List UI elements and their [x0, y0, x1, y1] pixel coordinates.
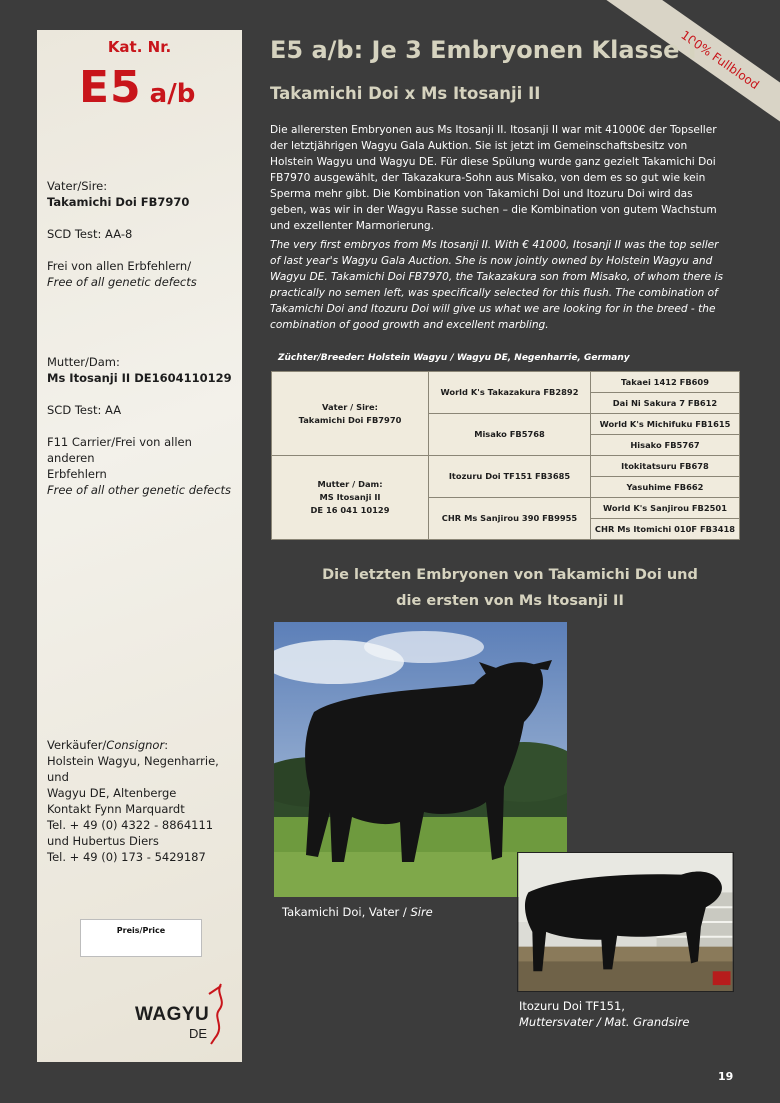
pedigree-sire-name: Takamichi Doi FB7970	[298, 414, 402, 425]
consignor-line: Tel. + 49 (0) 173 - 5429187	[47, 850, 206, 864]
breeder-line: Züchter/Breeder: Holstein Wagyu / Wagyu DE, Negenharrie, Germany	[278, 353, 630, 363]
logo-de-text: DE	[189, 1026, 208, 1041]
dam-info	[47, 354, 242, 498]
dam-name: Ms Itosanji II DE1604110129	[47, 371, 232, 385]
grandsire-photo	[517, 852, 734, 992]
pedigree-ssd: Dai Ni Sakura 7 FB612	[591, 393, 740, 414]
dam-defects-de-1: F11 Carrier/Frei von allen anderen	[47, 435, 192, 465]
sire-label: Vater/Sire:	[47, 179, 108, 193]
consignor-colon: :	[164, 738, 169, 752]
sire-photo-caption-en: Sire	[410, 905, 433, 919]
logo-wagyu-text: WAGYU	[135, 1004, 210, 1025]
wagyu-de-logo	[135, 982, 235, 1052]
pedigree-sire-cell	[272, 372, 429, 456]
sire-photo-caption-de: Takamichi Doi, Vater /	[282, 905, 411, 919]
sire-info	[47, 178, 197, 290]
dam-defects-de-2: Erbfehlern	[47, 467, 107, 481]
pedigree-table	[271, 371, 740, 540]
fullblood-banner-text: 100% Fullblood	[678, 27, 762, 93]
pedigree-ss: World K's Takazakura FB2892	[429, 372, 591, 414]
consignor-label	[47, 737, 242, 753]
price-label: Preis/Price	[116, 926, 166, 935]
consignor-line: Tel. + 49 (0) 4322 - 8864111	[47, 818, 214, 832]
catalog-number-label: Kat. Nr.	[107, 38, 172, 56]
consignor-line: Kontakt Fynn Marquardt	[47, 802, 185, 816]
consignor-info	[47, 737, 242, 865]
sidebar-panel	[37, 30, 242, 1062]
sire-defects-en: Free of all genetic defects	[47, 275, 197, 289]
pedigree-sds: World K's Michifuku FB1615	[591, 414, 740, 435]
photo-heading-1: Die letzten Embryonen von Takamichi Doi und	[322, 567, 698, 583]
lot-sub: a/b	[149, 79, 196, 109]
sire-defects-de: Frei von allen Erbfehlern/	[47, 259, 192, 273]
pedigree-ddd: CHR Ms Itomichi 010F FB3418	[591, 519, 740, 540]
grandsire-caption-line-1: Itozuru Doi TF151,	[519, 999, 625, 1013]
dam-defects-en: Free of all other genetic defects	[47, 483, 232, 497]
fullblood-banner-strip	[588, 0, 780, 130]
pedigree-ds: Itozuru Doi TF151 FB3685	[429, 456, 591, 498]
lot-main: E5	[79, 62, 142, 113]
page-number: 19	[718, 1070, 734, 1083]
pedigree-dsd: Yasuhime FB662	[591, 477, 740, 498]
pedigree-dss: Itokitatsuru FB678	[591, 456, 740, 477]
page-title: E5 a/b: Je 3 Embryonen Klasse I	[270, 36, 697, 64]
pedigree-sire-label: Vater / Sire:	[322, 401, 378, 412]
pedigree-sdd: Hisako FB5767	[591, 435, 740, 456]
pedigree-sss: Takaei 1412 FB609	[591, 372, 740, 393]
description-en: The very first embryos from Ms Itosanji II. With € 41000, Itosanji II was the top seller of last year's Wagyu Gala Auction. She is now jointly owned by Holstein Wagyu and Wagyu DE. Takamichi Doi FB7970, the Takazakura son from Misako, of whom there is practically no semen left, was specifically selected for this flush. The combination of Takamichi Doi and Itozuru Doi will give us what we are looking for in the breed - the combination of good growth and excellent marbling.	[270, 239, 723, 331]
sire-name: Takamichi Doi FB7970	[47, 195, 190, 209]
page-subtitle: Takamichi Doi x Ms Itosanji II	[270, 84, 541, 103]
consignor-label-de: Verkäufer/	[47, 738, 107, 752]
photo-heading-2: die ersten von Ms Itosanji II	[396, 593, 624, 609]
pedigree-dam-label: Mutter / Dam:	[317, 479, 383, 489]
pedigree-dd: CHR Ms Sanjirou 390 FB9955	[429, 498, 591, 540]
pedigree-dam-id: DE 16 041 10129	[310, 505, 390, 515]
consignor-line: Holstein Wagyu, Negenharrie, und	[47, 754, 219, 784]
sire-photo-caption	[282, 904, 433, 920]
dam-scd: SCD Test: AA	[47, 403, 122, 417]
grandsire-caption-line-2: Muttersvater / Mat. Grandsire	[519, 1015, 690, 1029]
pedigree-dds: World K's Sanjirou FB2501	[591, 498, 740, 519]
dam-label: Mutter/Dam:	[47, 355, 120, 369]
sire-scd: SCD Test: AA-8	[47, 227, 133, 241]
pedigree-dam-cell	[272, 456, 429, 540]
lot-number	[79, 62, 195, 113]
fullblood-banner	[560, 0, 780, 130]
grandsire-photo-caption	[519, 998, 689, 1030]
consignor-line: und Hubertus Diers	[47, 834, 159, 848]
consignor-label-en: Consignor	[106, 738, 165, 752]
consignor-line: Wagyu DE, Altenberge	[47, 786, 177, 800]
pedigree-sd: Misako FB5768	[429, 414, 591, 456]
pedigree-dam-name: MS Itosanji II	[319, 492, 381, 502]
description-de: Die allerersten Embryonen aus Ms Itosanji II. Itosanji II war mit 41000€ der Topseller der letztjährigen Wagyu Gala Auktion. Sie ist jetzt im Gemeinschaftsbesitz von Holstein Wagyu und Wagyu DE. Für diese Spülung wurde ganz gezielt Takamichi Doi FB7970 ausgewählt, der Takazakura-Sohn aus Misako, von dem es so gut wie kein Sperma mehr gibt. Die Kombination von Takamichi Doi und Itozuru Doi wird das geben, was wir in der Wagyu Rasse suchen – die Kombination von gutem Wachstum und exzellenter Marmorierung.	[270, 124, 717, 232]
price-box	[80, 919, 202, 957]
